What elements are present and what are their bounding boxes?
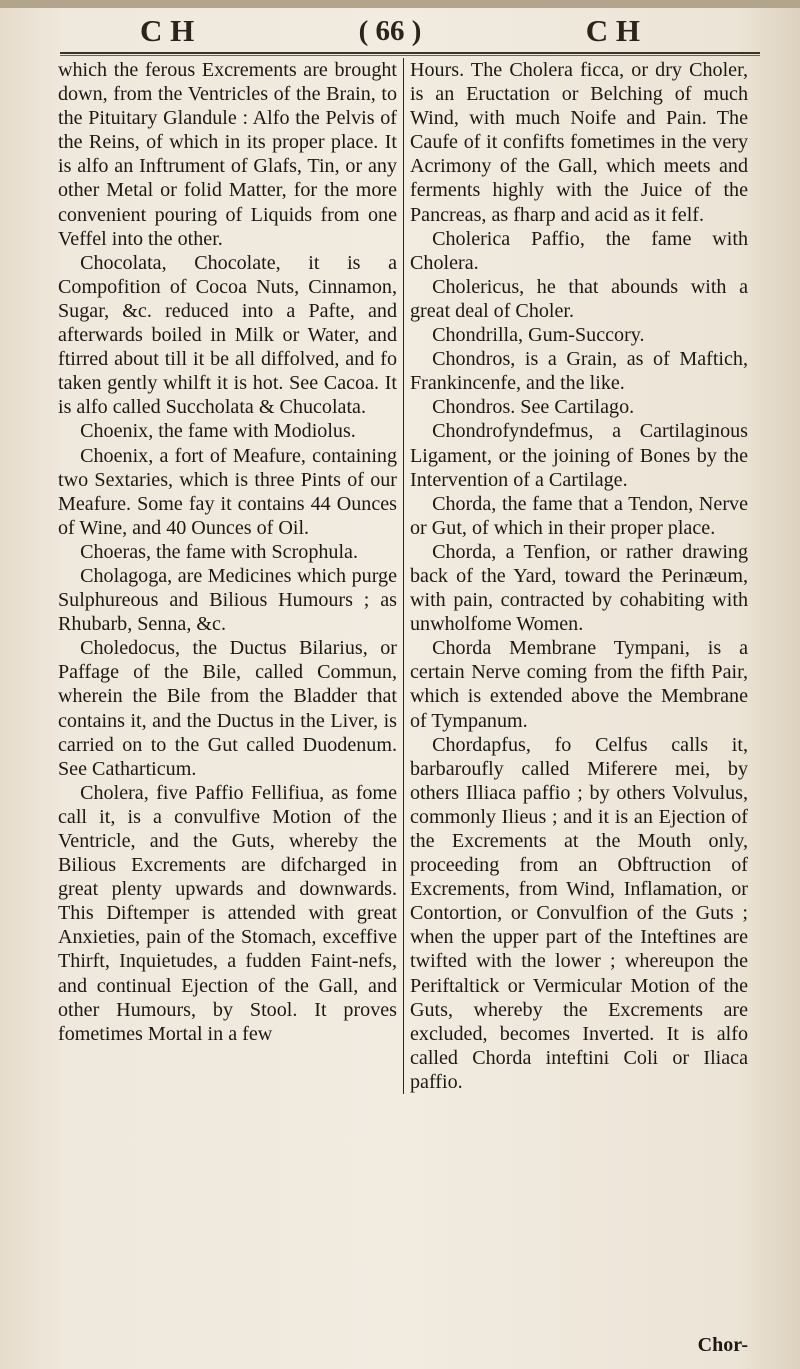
dictionary-entry: Chordapfus, fo Celfus calls it, barbaroufly called Miferere mei, by others Illiaca paffio ; by others Volvulus, commonly Ilieus ; and it is an Ejection of the Excrements at the Mouth only, proceeding from an Obftruction of Excrements, from Wind, Inflamation, or Contortion, or Convulfion of the Guts ; when the upper part of the Inteftines are twifted with the lower ; whereupon the Periftaltick or Vermicular Motion of the Guts, whereby the Excrements are excluded, becomes Inverted. It is alfo called Chorda inteftini Coli or Iliaca paffio. [410, 733, 748, 1093]
running-header [140, 14, 640, 48]
dictionary-entry: Cholerica Paffio, the fame with Cholera. [410, 227, 748, 274]
header-rule-thin [60, 55, 760, 56]
catchword: Chor- [697, 1334, 748, 1356]
header-rule [60, 52, 760, 54]
dictionary-entry: Choeras, the fame with Scrophula. [80, 540, 358, 563]
text-columns [58, 58, 756, 1094]
dictionary-entry: Chorda, a Tenfion, or rather drawing back of the Yard, toward the Perinæum, with pain, contracted by cohabiting with unwholfome Women. [410, 540, 748, 636]
left-column [58, 58, 403, 1094]
dictionary-entry: Chondrofyndefmus, a Cartilaginous Ligament, or the joining of Bones by the Intervention of a Cartilage. [410, 420, 748, 491]
header-left: C H [140, 13, 195, 48]
dictionary-entry: Cholera, five Paffio Fellifiua, as fome call it, is a convulfive Motion of the Ventricle, and the Guts, whereby the Bilious Excrements are difcharged in great plenty upwards and downwards. This Diftemper is attended with great Anxieties, pain of the Stomach, exceffive Thirft, Inquietudes, a fudden Faint-nefs, and continual Ejection of the Gall, and other Humours, by Stool. It proves fometimes Mortal in a few [58, 781, 397, 1045]
right-column [403, 58, 748, 1094]
dictionary-entry: Choenix, a fort of Meafure, containing two Sextaries, which is three Pints of our Meafure. Some fay it contains 44 Ounces of Wine, and 40 Ounces of Oil. [58, 444, 397, 539]
dictionary-entry: Chorda Membrane Tympani, is a certain Nerve coming from the fifth Pair, which is extended above the Membrane of Tympanum. [410, 637, 748, 732]
page-top-edge [0, 0, 800, 8]
dictionary-entry: Choenix, the fame with Modiolus. [80, 420, 356, 443]
dictionary-entry: Chondrilla, Gum-Succory. [432, 324, 645, 347]
dictionary-entry: Chorda, the fame that a Tendon, Nerve or Gut, of which in their proper place. [410, 492, 748, 539]
dictionary-entry: Chocolata, Chocolate, it is a Compofition of Cocoa Nuts, Cinnamon, Sugar, &c. reduced into a Pafte, and afterwards boiled in Milk or Water, and ftirred about till it be all diffolved, and fo taken gently whilft it is hot. See Cacoa. It is alfo called Succholata & Chucolata. [58, 251, 397, 419]
header-right: C H [585, 13, 640, 48]
dictionary-entry: Cholagoga, are Medicines which purge Sulphureous and Bilious Humours ; as Rhubarb, Senna, &c. [58, 564, 397, 636]
dictionary-entry: Cholericus, he that abounds with a great deal of Choler. [410, 275, 748, 322]
dictionary-entry: Hours. The Cholera ficca, or dry Choler, is an Eructation or Belching of much Wind, with much Noife and Pain. The Caufe of it confifts fometimes in the very Acrimony of the Gall, which meets and ferments highly with the Juice of the Pancreas, as fharp and acid as it felf. [410, 59, 748, 226]
dictionary-entry: Choledocus, the Ductus Bilarius, or Paffage of the Bile, called Commun, wherein the Bile from the Bladder that contains it, and the Ductus in the Liver, is carried on to the Gut called Duodenum. See Catharticum. [58, 637, 397, 780]
dictionary-entry: which the ferous Excrements are brought down, from the Ventricles of the Brain, to the Pituitary Glandule : Alfo the Pelvis of the Reins, of which in its proper place. It is alfo an Inftrument of Glafs, Tin, or any other Metal or folid Matter, for the more convenient pouring of Liquids from one Veffel into the other. [58, 59, 397, 250]
dictionary-entry: Chondros. See Cartilago. [432, 396, 635, 419]
dictionary-entry: Chondros, is a Grain, as of Maftich, Frankincenfe, and the like. [410, 348, 748, 395]
page-number: ( 66 ) [358, 14, 422, 47]
